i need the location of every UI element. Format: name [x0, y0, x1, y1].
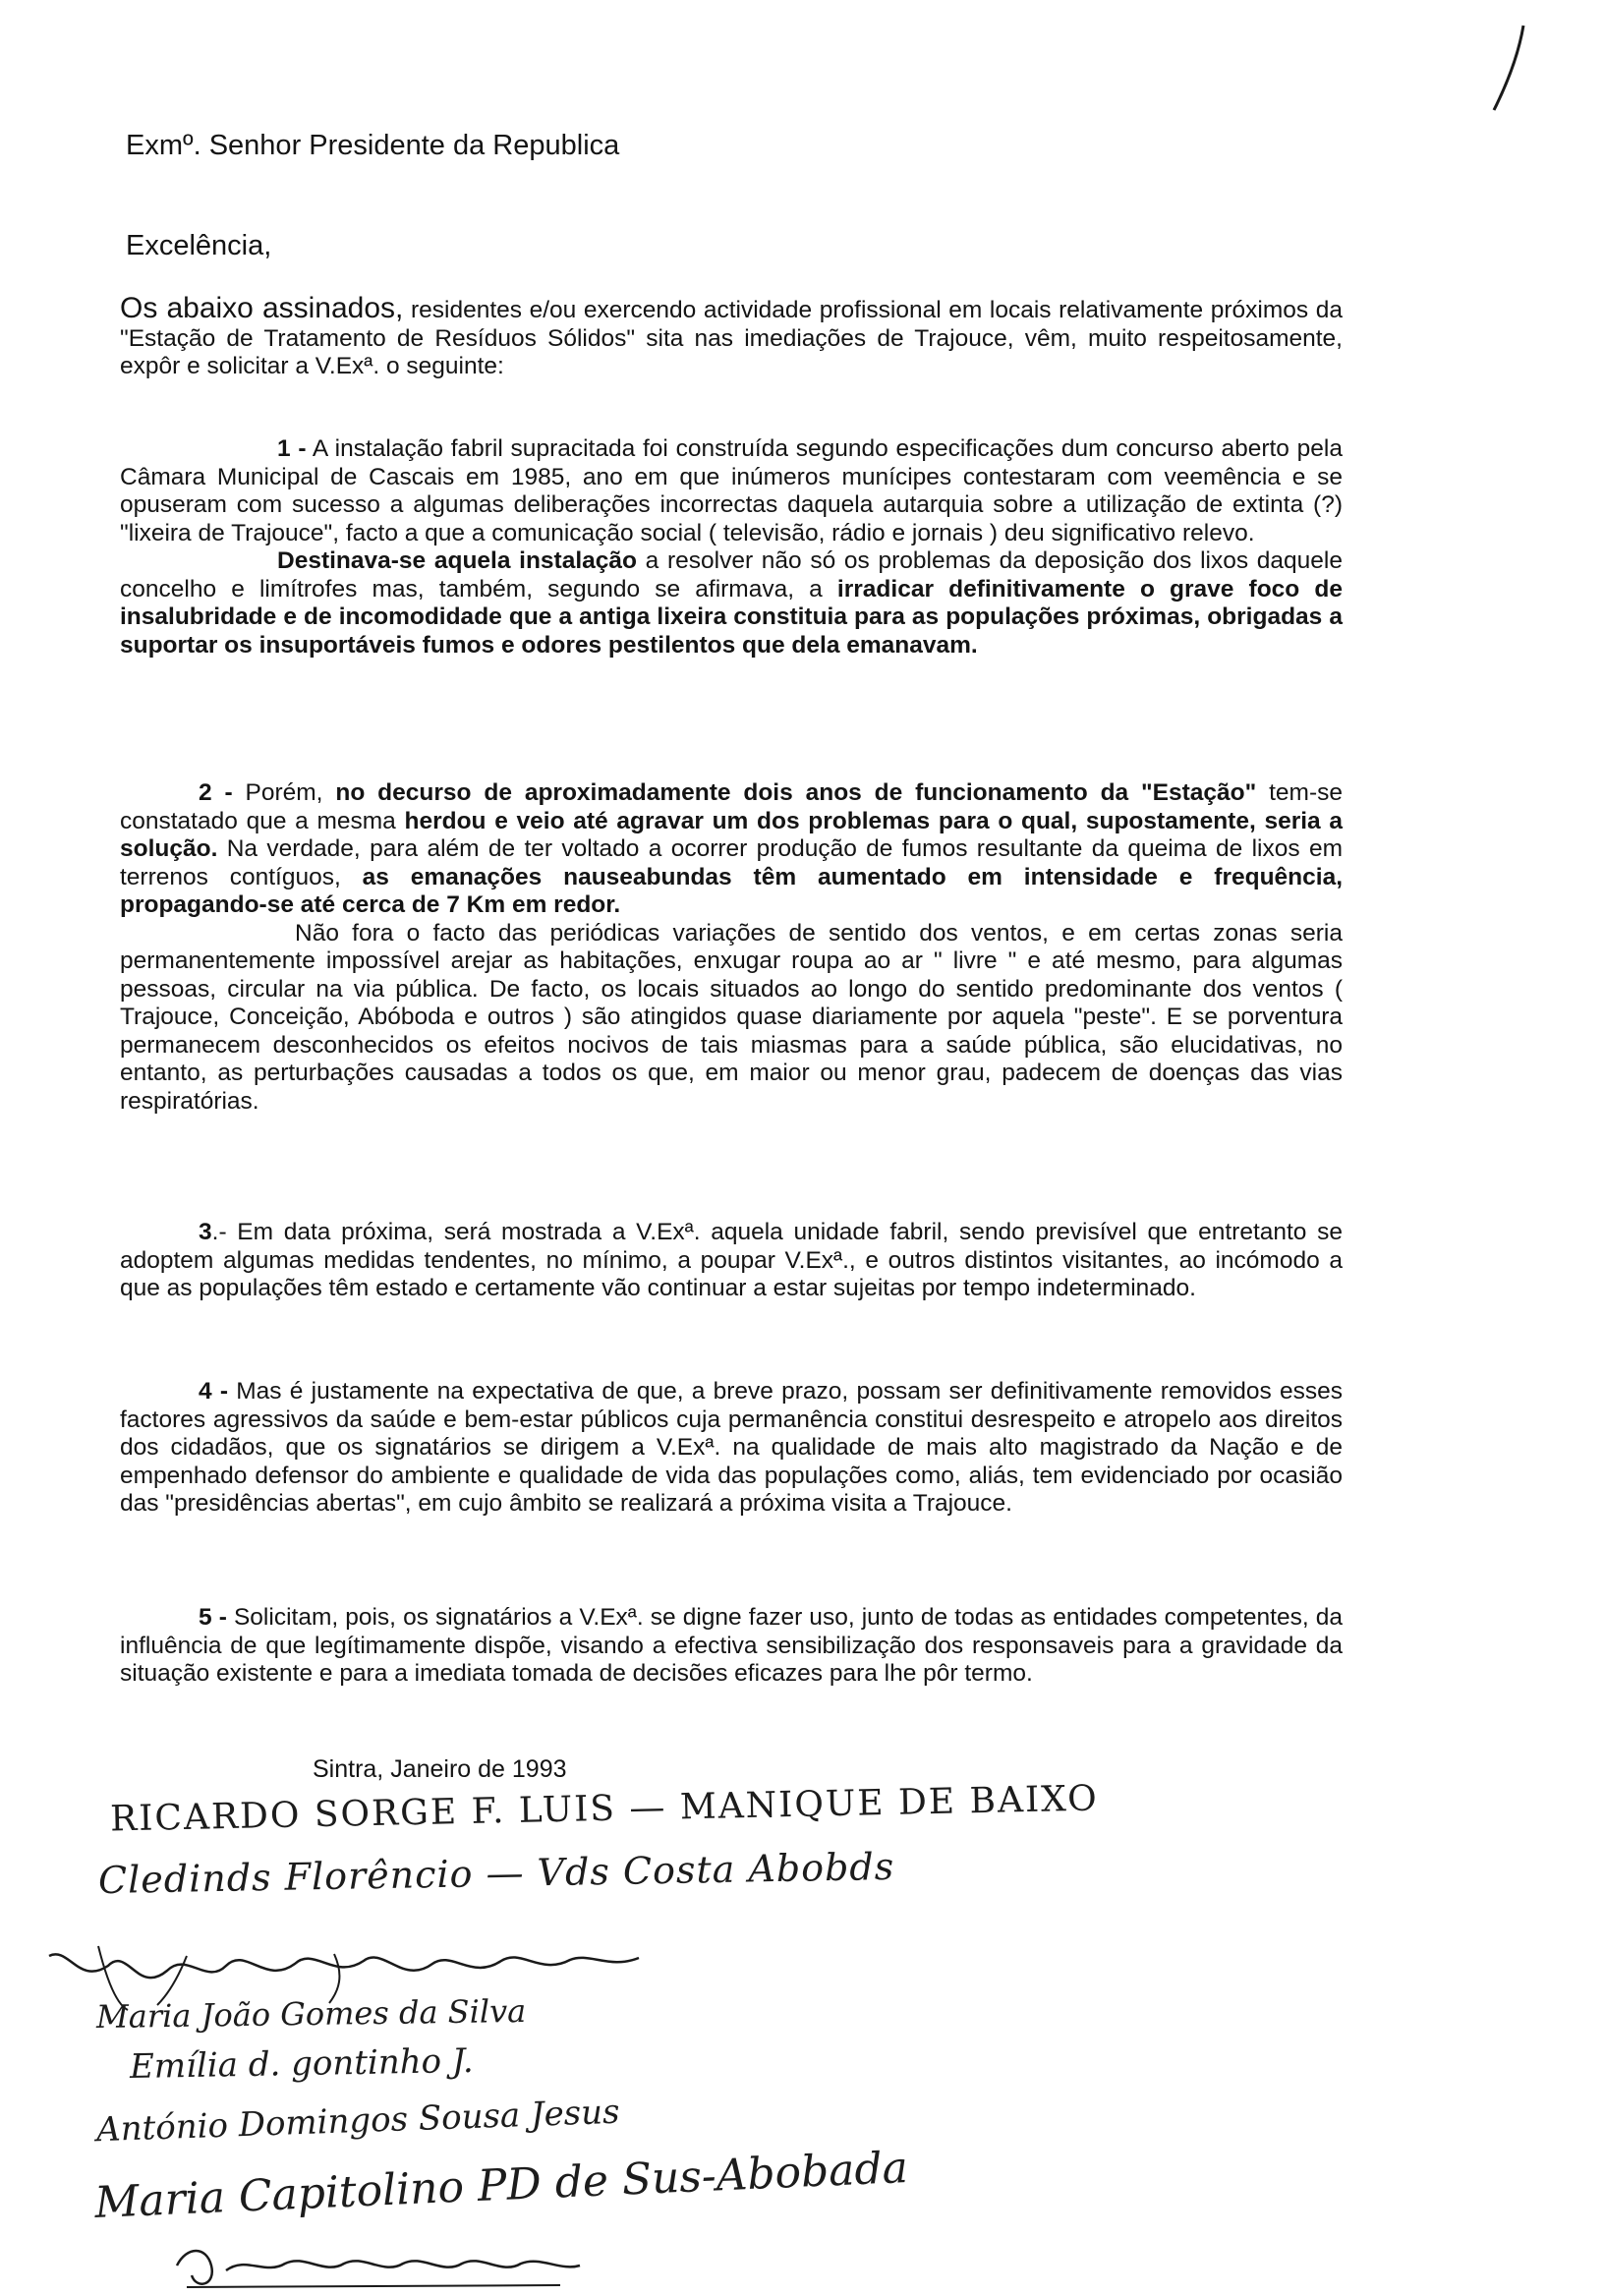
intro-lead: Os abaixo assinados, — [120, 292, 404, 324]
paragraph-1-continuation: a resolver não só os problemas da deposição dos lixos daquele concelho e limítrofes mas, também, segundo se afirmava, a — [120, 547, 1343, 603]
paragraph-2-text-a: Porém, — [232, 779, 336, 806]
paragraph-3 — [120, 1219, 1343, 1303]
signature-1: RICARDO SORGE F. LUIS — MANIQUE DE BAIXO — [109, 1778, 1100, 1840]
paragraph-4 — [120, 1378, 1343, 1519]
paragraph-1-bold-claim: irradicar definitivamente o grave foco de insalubridade e de incomodidade que a antiga lixeira constituia para as populações próximas, obrigadas a suportar os insuportáveis fumos e odores pestilentos que dela emanavam. — [120, 575, 1343, 659]
paragraph-2-bold-c: as emanações nauseabundas têm aumentado em intensidade e frequência, propagando-se até cerca de 7 Km em redor. — [120, 863, 1344, 918]
signature-6: Maria Capitolino PD de Sus-Abobada — [93, 2142, 909, 2229]
signature-3: Maria João Gomes da Silva — [95, 1991, 527, 2037]
signatures-area — [0, 1778, 1604, 2296]
signature-4: Emília d. gontinho J. — [129, 2040, 475, 2088]
paragraph-2-text-c: Na verdade, para além de ter voltado a ocorrer produção de fumos resultante da queima de lixos em terrenos contíguos, — [120, 835, 1343, 890]
paragraph-1-bold-lead: Destinava-se aquela instalação — [277, 547, 637, 574]
corner-stroke-mark — [1472, 20, 1541, 118]
paragraph-2-bold-b: herdou e veio até agravar um dos problemas para o qual, supostamente, seria a solução. — [120, 807, 1343, 862]
paragraph-3-number: 3 — [199, 1219, 212, 1245]
paragraph-2-second-block: Não fora o facto das periódicas variações de sentido dos ventos, e em certas zonas seria permanentemente impossível arejar as habitações, enxugar roupa ao ar " livre " e até mesmo, para algumas pessoas, circular na via pública. De facto, os locais situados ao longo do sentido predominante dos ventos ( Trajouce, Conceição, Abóboda e outros ) são atingidos quase diariamente por aquela "peste". E se porventura permanecem desconhecidos os efeitos nocivos de tais miasmas para a saúde pública, são elucidativas, no entanto, as perturbações causadas a todos os que, em maior ou menor grau, padecem de doenças das vias respiratórias. — [120, 919, 1343, 1115]
salutation: Exmº. Senhor Presidente da Republica — [126, 130, 620, 161]
paragraph-5 — [120, 1604, 1343, 1689]
intro-paragraph — [120, 292, 1343, 381]
paragraph-1 — [120, 435, 1343, 660]
signature-scribble-8 — [167, 2236, 600, 2295]
paragraph-2 — [120, 779, 1343, 1116]
paragraph-1-text: A instalação fabril supracitada foi construída segundo especificações dum concurso aberto pela Câmara Municipal de Cascais em 1985, ano em que inúmeros munícipes contestaram com veemência e se opuseram com sucesso a algumas deliberações incorrectas daquela autarquia sobre a utilização de extinta (?) "lixeira de Trajouce", facto a que a comunicação social ( televisão, rádio e jornais ) deu significativo relevo. — [120, 435, 1344, 546]
paragraph-5-text: Solicitam, pois, os signatários a V.Exª. se digne fazer uso, junto de todas as entidades competentes, da influência de que legítimamente dispõe, visando a efectiva sensibilização dos responsaveis para a gravidade da situação existente e para a imediata tomada de decisões eficazes para lhe pôr termo. — [120, 1604, 1343, 1687]
paragraph-5-number: 5 - — [199, 1604, 227, 1631]
paragraph-4-number: 4 - — [199, 1378, 229, 1405]
signature-5: António Domingos Sousa Jesus — [95, 2092, 621, 2151]
signature-2: Cledinds Florêncio — Vds Costa Abobds — [97, 1844, 895, 1903]
greeting: Excelência, — [126, 230, 272, 261]
intro-text: residentes e/ou exercendo actividade profissional em locais relativamente próximos da "Estação de Tratamento de Resíduos Sólidos" sita nas imediações de Trajouce, vêm, muito respeitosamente, expôr e solicitar a V.Exª. o seguinte: — [120, 297, 1343, 379]
paragraph-2-number: 2 - — [199, 779, 233, 806]
paragraph-2-text-b: tem-se constatado que a mesma — [120, 779, 1343, 834]
dateline: Sintra, Janeiro de 1993 — [313, 1755, 567, 1783]
paragraph-4-text: Mas é justamente na expectativa de que, a breve prazo, possam ser definitivamente removidos esses factores agressivos da saúde e bem-estar públicos cuja permanência constitui desrespeito e atropelo aos direitos dos cidadãos, que os signatários se dirigem a V.Exª. na qualidade de mais alto magistrado da Nação e de empenhado defensor do ambiente e qualidade de vida das populações como, aliás, tem evidenciado por ocasião das "presidências abertas", em cujo âmbito se realizará a próxima visita a Trajouce. — [120, 1378, 1344, 1517]
paragraph-3-text: .- Em data próxima, será mostrada a V.Exª. aquela unidade fabril, sendo previsível que entretanto se adoptem algumas medidas tendentes, no mínimo, a poupar V.Exª., e outros distintos visitantes, ao incómodo a que as populações têm estado e certamente vão continuar a estar sujeitas por tempo indeterminado. — [120, 1219, 1343, 1301]
paragraph-2-bold-a: no decurso de aproximadamente dois anos de funcionamento da "Estação" — [335, 779, 1257, 806]
paragraph-1-number: 1 - — [277, 435, 307, 462]
